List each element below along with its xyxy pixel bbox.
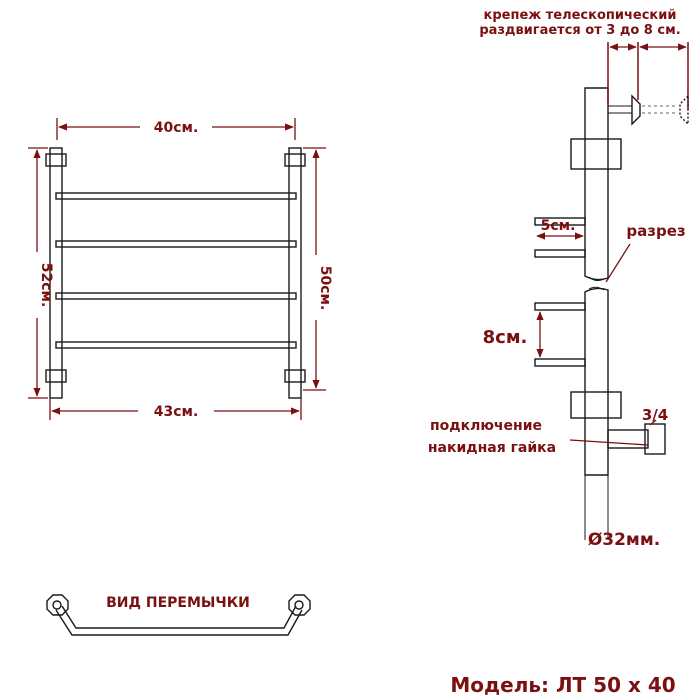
lower-bracket bbox=[571, 392, 621, 418]
right-bottom-mount bbox=[285, 370, 305, 382]
jumper-right-nut bbox=[289, 595, 310, 615]
jumper-right-hole bbox=[295, 601, 303, 609]
upper-bracket bbox=[571, 139, 621, 169]
connector-pipe bbox=[608, 430, 648, 448]
spacing-8-label: 8см. bbox=[482, 327, 528, 348]
rungs bbox=[56, 193, 296, 348]
rung bbox=[56, 241, 296, 247]
connection-label-line2: накидная гайка bbox=[427, 440, 557, 456]
lower-riser bbox=[585, 288, 608, 475]
rung bbox=[56, 342, 296, 348]
upper-riser bbox=[585, 88, 608, 280]
height-right-label: 50см. bbox=[317, 265, 333, 311]
jumper-left-hole bbox=[53, 601, 61, 609]
height-left-label: 52см. bbox=[38, 262, 54, 308]
rung-stub bbox=[535, 359, 585, 366]
jumper-view-label: ВИД ПЕРЕМЫЧКИ bbox=[106, 595, 250, 611]
diameter-label: Ø32мм. bbox=[587, 530, 661, 550]
rung bbox=[56, 193, 296, 199]
rung-stub bbox=[535, 250, 585, 257]
rung-stub bbox=[535, 303, 585, 310]
connection-leader bbox=[570, 440, 648, 445]
width-top-label: 40см. bbox=[153, 120, 199, 136]
rung bbox=[56, 293, 296, 299]
left-bottom-mount bbox=[46, 370, 66, 382]
right-riser bbox=[289, 148, 301, 398]
connection-label-line1: подключение bbox=[429, 418, 543, 434]
left-top-mount bbox=[46, 154, 66, 166]
jumper-view bbox=[47, 595, 310, 635]
mount-label-line1: крепеж телескопический bbox=[483, 8, 677, 23]
mount-flange bbox=[632, 96, 640, 124]
thread-label: 3/4 bbox=[641, 406, 669, 424]
model-label: Модель: ЛТ 50 х 40 bbox=[450, 673, 676, 697]
cut-label: разрез bbox=[626, 222, 686, 240]
mount-label-line2: раздвигается от 3 до 8 см. bbox=[479, 23, 681, 38]
cut-leader bbox=[606, 244, 630, 282]
right-top-mount bbox=[285, 154, 305, 166]
offset-5-label: 5см. bbox=[540, 218, 576, 234]
width-bottom-label: 43см. bbox=[153, 404, 199, 420]
side-view bbox=[428, 8, 688, 550]
mount-plug bbox=[680, 96, 688, 124]
front-view bbox=[28, 118, 333, 420]
jumper-bar bbox=[56, 610, 302, 635]
